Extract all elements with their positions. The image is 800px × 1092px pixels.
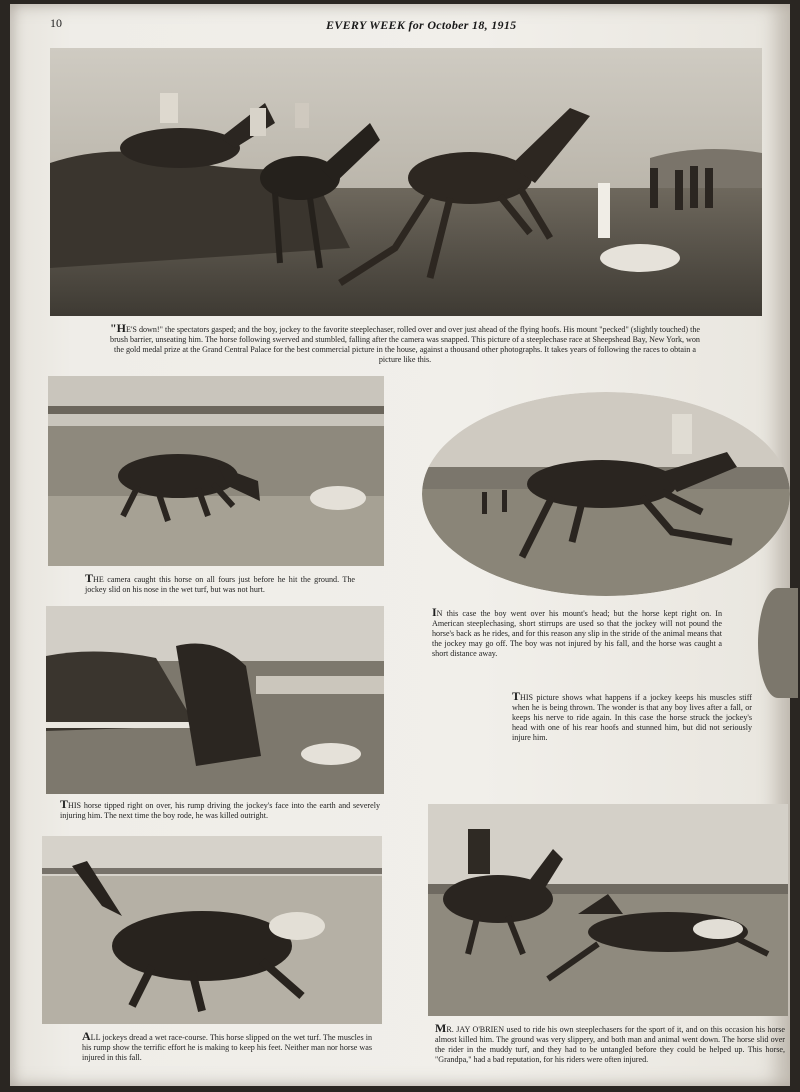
caption-jay-obrien-lead: M — [435, 1021, 447, 1035]
caption-wet-course-text: LL jockeys dread a wet race-course. This horse slipped on the wet turf. The muscles in his rump show the terrific effort he is making to keep his feet. Neither man nor horse was injured in this fall. — [82, 1033, 372, 1062]
caption-all-fours — [85, 571, 355, 595]
caption-jay-obrien-text: R. JAY O'BRIEN used to ride his own steeplechasers for the sport of it, and on this occasion his horse almost killed him. The ground was very slippery, and both man and animal went down. The horse slid over the rider in the muddy turf, and they had to be untangled before they could be helped up. This horse, "Grandpa," had a bad reputation, for his riders were often injured. — [435, 1025, 785, 1064]
caption-stiff-muscles — [512, 689, 752, 743]
caption-over-head — [432, 605, 722, 659]
photo-partial-edge — [758, 588, 798, 698]
caption-over-head-lead: I — [432, 605, 437, 619]
photo-jockey-falls-steeplechase — [50, 48, 762, 316]
caption-stiff-muscles-text: HIS picture shows what happens if a jockey keeps his muscles stiff when he is being thrown. The wonder is that any boy lives after a fall, or keeps his nerve to ride again. In this case the horse struck the jockey's head with one of his rear hoofs and stunned him, but did not seriously injure him. — [512, 693, 752, 742]
magazine-page — [10, 4, 790, 1086]
photo-boy-over-mounts-head — [422, 392, 790, 596]
caption-stiff-muscles-lead: T — [512, 689, 521, 703]
caption-wet-course-lead: A — [82, 1029, 91, 1043]
caption-top-open-quote: " — [110, 321, 117, 335]
caption-top-lead: H — [116, 321, 127, 335]
caption-tipped-over-lead: T — [60, 797, 69, 811]
page-header-title: EVERY WEEK for October 18, 1915 — [326, 18, 517, 32]
caption-wet-course — [82, 1029, 372, 1063]
caption-top-text: E'S down!" the spectators gasped; and the boy, jockey to the favorite steeplechaser, rolled over and over just ahead of the flying hoofs. His mount "pecked" (slightly touched) the brush barrier, unseating him. The horse following swerved and stumbled, falling after the camera was snapped. This picture of a steeplechase race at Sheepshead Bay, New York, won the gold medal prize at the Grand Central Palace for the best commercial picture in the house, against a thousand other photographs. It takes years of following the races to obtain a picture like this. — [110, 325, 701, 364]
photo-horse-on-all-fours — [48, 376, 384, 566]
photo-wet-race-course — [42, 836, 382, 1024]
page-number: 10 — [50, 16, 62, 30]
photo-jay-obrien — [428, 804, 788, 1016]
caption-tipped-over-text: HIS horse tipped right on over, his rump driving the jockey's face into the earth and severely injuring him. The next time the boy rode, he was killed outright. — [60, 801, 380, 820]
caption-all-fours-lead: T — [85, 571, 94, 585]
caption-over-head-text: N this case the boy went over his mount's head; but the horse kept right on. In American steeplechasing, short stirrups are used so that the jockey will not pound the horse's back as he rides, and for this reason any slip in the stride of the animal means that the jockey may go off. The boy was not injured by his fall, and the horse was caught a short distance away. — [432, 609, 722, 658]
caption-tipped-over — [60, 797, 380, 821]
caption-all-fours-text: HE camera caught this horse on all fours just before he hit the ground. The jockey slid on his nose in the wet turf, but was not hurt. — [85, 575, 355, 594]
caption-jay-obrien — [435, 1021, 785, 1065]
caption-top — [110, 321, 701, 365]
photo-horse-tipped-over — [46, 606, 384, 794]
